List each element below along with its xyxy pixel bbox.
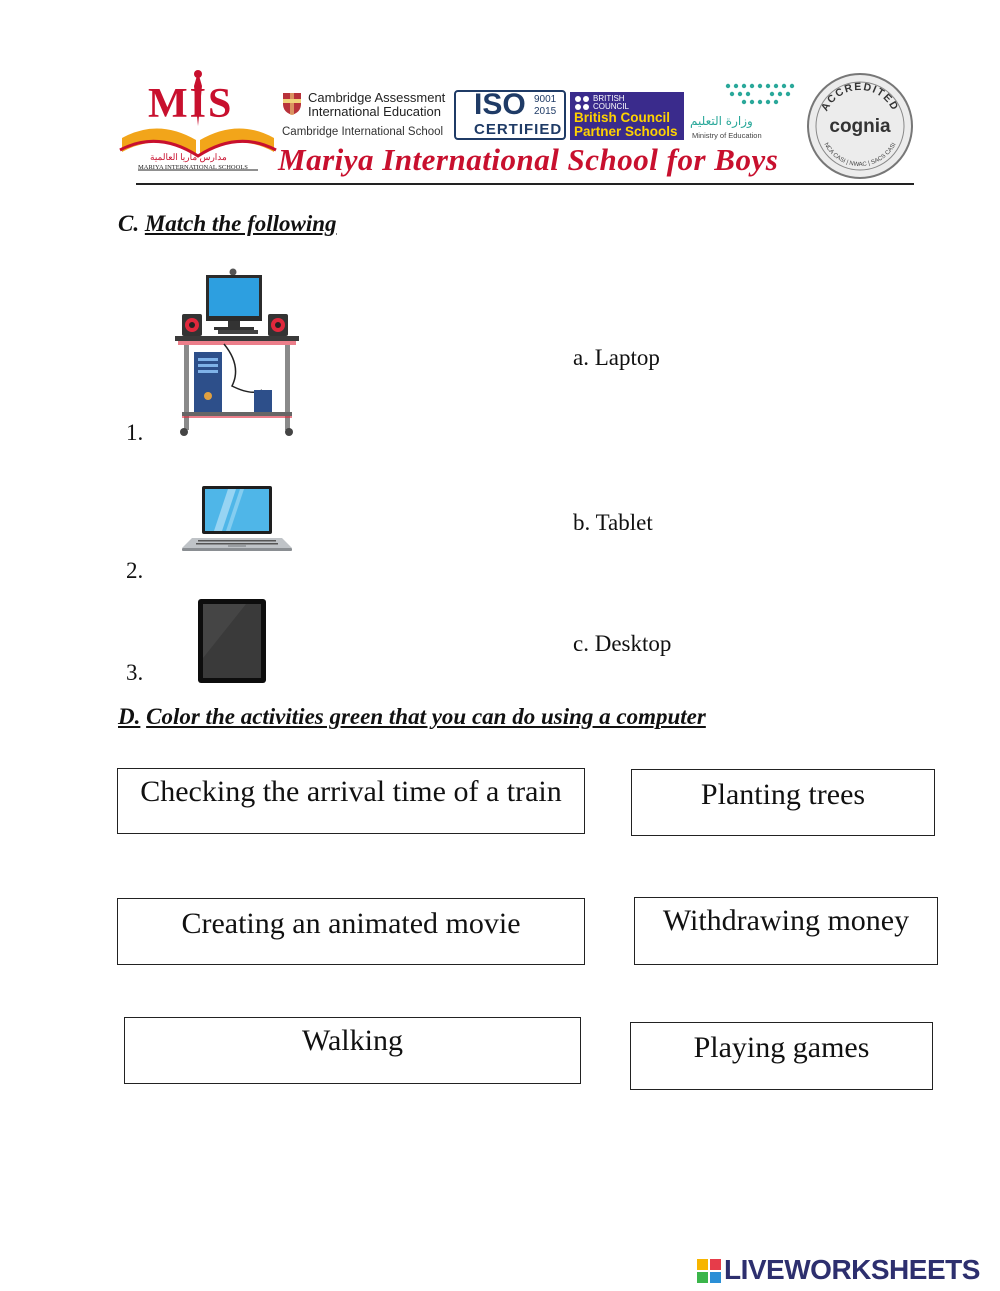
ministry-english: Ministry of Education bbox=[692, 131, 762, 140]
section-c-letter: C. bbox=[118, 211, 140, 236]
iso-label: ISO bbox=[474, 88, 526, 121]
cognia-seal-icon bbox=[806, 72, 914, 180]
activity-box-planting[interactable]: Planting trees bbox=[631, 769, 935, 836]
section-c-heading bbox=[118, 211, 337, 237]
section-d-title: Color the activities green that you can do using a computer bbox=[146, 704, 706, 729]
iso-year: 2015 bbox=[534, 106, 557, 117]
ministry-arabic: وزارة التعليم bbox=[690, 114, 753, 128]
item-number-3: 3. bbox=[126, 660, 144, 685]
tablet-icon bbox=[196, 598, 268, 684]
cambridge-line-2: International Education bbox=[308, 104, 441, 119]
cambridge-line-3: Cambridge International School bbox=[282, 126, 444, 138]
laptop-icon bbox=[178, 462, 296, 582]
mis-logo-letters: MIS bbox=[148, 81, 234, 127]
activity-box-withdrawing[interactable]: Withdrawing money bbox=[634, 897, 938, 965]
ministry-logo-icon bbox=[722, 80, 796, 108]
iso-certified: CERTIFIED bbox=[474, 121, 563, 138]
liveworksheets-logo-icon bbox=[696, 1258, 722, 1284]
iso-number: 9001 bbox=[534, 94, 557, 105]
activity-box-train[interactable]: Checking the arrival time of a train bbox=[117, 768, 585, 834]
item-number-1: 1. bbox=[126, 420, 144, 445]
cognia-name: cognia bbox=[829, 116, 891, 137]
activity-box-walking[interactable]: Walking bbox=[124, 1017, 581, 1084]
cambridge-crest-icon bbox=[282, 92, 302, 116]
section-d-letter: D. bbox=[118, 704, 141, 729]
mis-arabic-name: مدارس ماريا العالمية bbox=[150, 152, 227, 162]
activity-box-animated-movie[interactable]: Creating an animated movie bbox=[117, 898, 585, 965]
british-council-line-2: Partner Schools bbox=[574, 124, 678, 139]
cambridge-line-1: Cambridge Assessment bbox=[308, 90, 446, 105]
british-council-dots-icon bbox=[574, 95, 590, 111]
cognia-bottom: NCA CASI | NWAC | SACS CASI bbox=[822, 142, 898, 169]
section-c-title: Match the following bbox=[144, 211, 337, 236]
activity-box-games[interactable]: Playing games bbox=[630, 1022, 933, 1090]
answer-c: c. Desktop bbox=[573, 631, 672, 656]
answer-a: a. Laptop bbox=[573, 345, 660, 370]
item-number-2: 2. bbox=[126, 558, 144, 583]
section-d-heading bbox=[118, 704, 706, 730]
british-council-top-2: COUNCIL bbox=[593, 102, 630, 111]
british-council-top-1: BRITISH bbox=[593, 94, 625, 103]
desktop-computer-icon bbox=[172, 266, 302, 442]
answer-b: b. Tablet bbox=[573, 510, 653, 535]
british-council-line-1: British Council bbox=[574, 110, 671, 125]
mis-english-name: MARIYA INTERNATIONAL SCHOOLS bbox=[138, 164, 248, 171]
liveworksheets-brand[interactable]: LIVEWORKSHEETS bbox=[724, 1254, 980, 1285]
cognia-accredited: ACCREDITED bbox=[818, 80, 902, 114]
header-divider bbox=[136, 183, 914, 185]
school-name: Mariya International School for Boys bbox=[278, 142, 779, 177]
